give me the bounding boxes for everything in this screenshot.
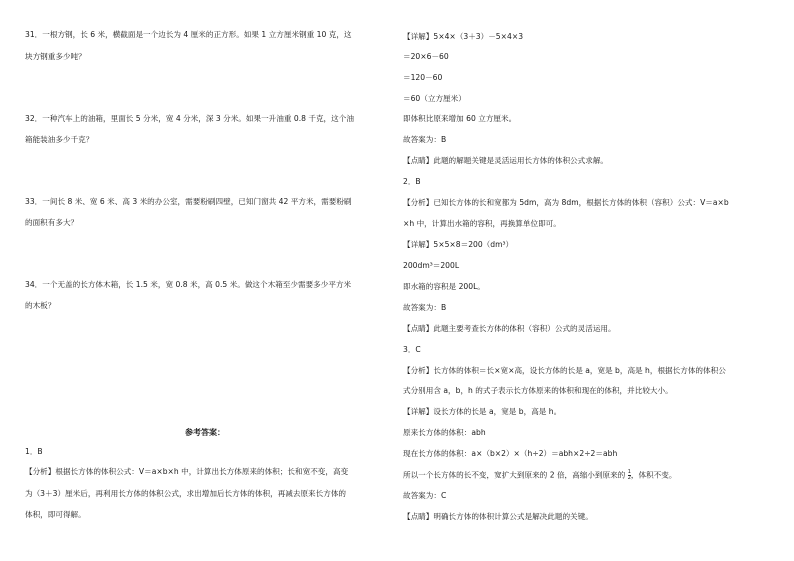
question-text: 34．一个无盖的长方体木箱，长 1.5 米，宽 0.8 米，高 0.5 米。做这个木箱至少需要多少平方米 — [25, 280, 352, 289]
question-text: 的木板？ — [25, 301, 56, 310]
question-text: 箱能装油多少千克？ — [25, 135, 94, 144]
detail-line: 即体积比原来增加 60 立方厘米。 — [403, 114, 517, 123]
detail-line: 【详解】设长方体的长是 a，宽是 b，高是 h。 — [403, 407, 562, 416]
detail-line: 即水箱的容积是 200L。 — [403, 282, 485, 291]
detail-line: 200dm³＝200L — [403, 261, 460, 270]
detail-line: 现在长方体的体积：a×（b×2）×（h÷2）＝abh×2÷2＝abh — [403, 449, 618, 458]
detail-line: ＝20×6－60 — [403, 52, 449, 61]
conclusion-post: ，体积不变。 — [630, 470, 677, 480]
question-text: 33．一间长 8 米、宽 6 米、高 3 米的办公室，需要粉刷四壁，已知门窗共 42 平方米，需要粉刷 — [25, 197, 352, 206]
question-text: 32．一种汽车上的油箱，里面长 5 分米，宽 4 分米，深 3 分米。如果一升油重 0.8 千克，这个油 — [25, 114, 354, 123]
analysis-line: 【分析】根据长方体的体积公式：V＝a×b×h 中，计算出长方体原来的体积；长和宽不变，高变 — [25, 467, 349, 476]
analysis-line: 【分析】已知长方体的长和宽都为 5dm，高为 8dm，根据长方体的体积（容积）公式：V＝a×b — [403, 198, 729, 207]
detail-line: 故答案为：B — [403, 303, 447, 312]
analysis-line: 【分析】长方体的体积＝长×宽×高，设长方体的长是 a，宽是 b，高是 h，根据长方体的体积公 — [403, 366, 726, 375]
final-answer: 故答案为：C — [403, 491, 447, 500]
answer-number: 2．B — [403, 177, 421, 186]
detail-line: 原来长方体的体积：abh — [403, 428, 486, 437]
analysis-line: ×h 中，计算出水箱的容积，再换算单位即可。 — [403, 219, 561, 228]
question-text: 的面积有多大？ — [25, 218, 79, 227]
detail-line: 【详解】5×4×（3＋3）－5×4×3 — [403, 32, 524, 41]
comment-line: 【点睛】此题主要考查长方体的体积（容积）公式的灵活运用。 — [403, 324, 616, 333]
analysis-line: 式分别用含 a，b，h 的式子表示长方体原来的体积和现在的体积，并比较大小。 — [403, 386, 673, 395]
fraction-numerator: 1 — [627, 469, 631, 475]
detail-line: 【详解】5×5×8＝200（dm³） — [403, 240, 514, 249]
question-text: 块方钢重多少吨？ — [25, 52, 86, 61]
comment-line: 【点睛】此题的解题关键是灵活运用长方体的体积公式求解。 — [403, 156, 609, 165]
answers-title: 参考答案： — [185, 428, 225, 437]
comment-line: 【点睛】明确长方体的体积计算公式是解决此题的关键。 — [403, 512, 593, 521]
detail-line: ＝60（立方厘米） — [403, 94, 466, 103]
conclusion-pre: 所以一个长方体的长不变，宽扩大到原来的 2 倍，高缩小到原来的 — [403, 470, 628, 480]
answer-number: 3．C — [403, 345, 421, 354]
conclusion-line — [403, 470, 676, 481]
fraction-denominator: 2 — [627, 475, 631, 481]
detail-line: ＝120－60 — [403, 73, 443, 82]
analysis-line: 为（3＋3）厘米后，再利用长方体的体积公式，求出增加后长方体的体积，再减去原来长方体的 — [25, 489, 347, 498]
analysis-line: 体积，即可得解。 — [25, 510, 86, 519]
detail-line: 故答案为：B — [403, 135, 447, 144]
question-text: 31．一根方钢，长 6 米，横截面是一个边长为 4 厘米的正方形。如果 1 立方厘米钢重 10 克，这 — [25, 30, 352, 39]
answer-number: 1．B — [25, 447, 43, 456]
